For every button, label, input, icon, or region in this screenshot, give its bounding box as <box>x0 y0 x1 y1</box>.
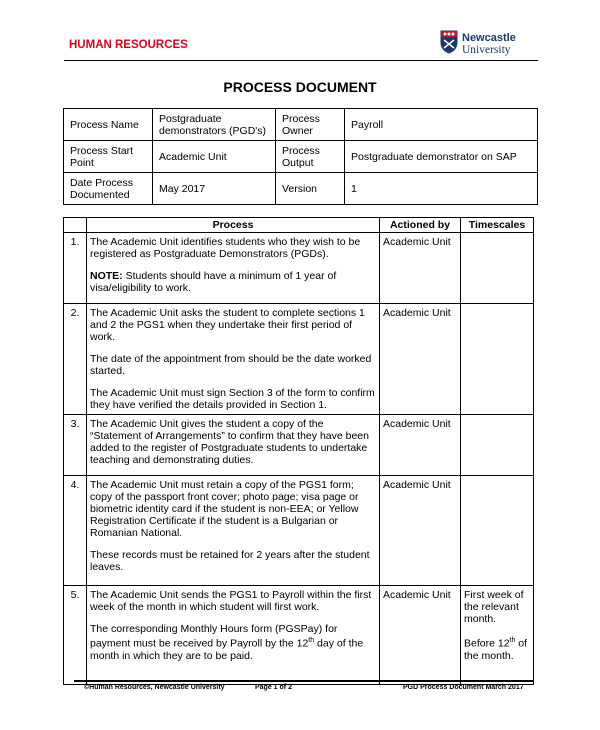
step-timescales <box>461 586 534 685</box>
step-text: The Academic Unit gives the student a copy of the “Statement of Arrangements” to confirm that they have been added to the register of Postgraduate students to undertake teaching and demonstrating duties. <box>90 418 369 466</box>
step-text-part: The corresponding Monthly Hours form (PGSPay) for payment must be received by Payroll by the 12 <box>90 623 338 650</box>
process-name-value: Postgraduate demonstrators (PGD's) <box>153 109 276 141</box>
table-row <box>64 586 534 685</box>
step-description <box>87 586 380 685</box>
step-timescales <box>461 304 534 415</box>
process-output-label: Process Output <box>276 141 345 173</box>
footer-rule <box>74 680 534 682</box>
process-output-value: Postgraduate demonstrator on SAP <box>345 141 538 173</box>
process-owner-label: Process Owner <box>276 109 345 141</box>
step-number: 5. <box>64 586 87 685</box>
table-row <box>64 476 534 586</box>
step-number: 2. <box>64 304 87 415</box>
note-label: NOTE: <box>90 270 123 282</box>
version-label: Version <box>276 173 345 205</box>
start-point-label: Process Start Point <box>64 141 153 173</box>
header-rule <box>64 60 538 61</box>
crest-icon <box>440 30 458 54</box>
date-documented-value: May 2017 <box>153 173 276 205</box>
start-point-value: Academic Unit <box>153 141 276 173</box>
step-description <box>87 415 380 476</box>
step-description <box>87 304 380 415</box>
step-timescales <box>461 476 534 586</box>
ordinal-suffix: th <box>308 637 315 644</box>
step-number: 3. <box>64 415 87 476</box>
timescale-text-part: of the month. <box>464 637 528 662</box>
table-row <box>64 141 538 173</box>
step-text-part: day of the month in which they are to be paid. <box>90 637 364 662</box>
timescale-text: First week of the relevant month. <box>464 589 524 625</box>
step-note <box>90 270 376 294</box>
step-actioned-by: Academic Unit <box>380 304 461 415</box>
step-description <box>87 476 380 586</box>
step-text: The Academic Unit asks the student to complete sections 1 and 2 the PGS1 when they undertake their first period of work. <box>90 307 365 343</box>
table-row <box>64 304 534 415</box>
footer-document-name: PGD Process Document March 2017 <box>403 684 524 691</box>
process-owner-value: Payroll <box>345 109 538 141</box>
step-actioned-by: Academic Unit <box>380 476 461 586</box>
table-row <box>64 109 538 141</box>
logo-text-line1: Newcastle <box>462 32 516 44</box>
step-number: 4. <box>64 476 87 586</box>
step-number: 1. <box>64 233 87 304</box>
step-text: These records must be retained for 2 years after the student leaves. <box>90 549 370 573</box>
process-column-header: Process <box>87 218 380 233</box>
table-row <box>64 415 534 476</box>
step-text: The Academic Unit must sign Section 3 of the form to confirm they have verified the details provided in Section 1. <box>90 387 375 411</box>
table-header-row <box>64 218 534 233</box>
process-steps-table <box>63 217 534 685</box>
date-documented-label: Date Process Documented <box>64 173 153 205</box>
table-row <box>64 233 534 304</box>
step-text: The Academic Unit identifies students who they wish to be registered as Postgraduate Demonstrators (PGDs). <box>90 236 361 260</box>
step-timescales <box>461 415 534 476</box>
step-actioned-by: Academic Unit <box>380 586 461 685</box>
version-value: 1 <box>345 173 538 205</box>
note-text: Students should have a minimum of 1 year of visa/eligibility to work. <box>90 270 337 294</box>
step-description <box>87 233 380 304</box>
step-text: The Academic Unit sends the PGS1 to Payroll within the first week of the month in which student will first work. <box>90 589 372 613</box>
table-row <box>64 173 538 205</box>
document-title: PROCESS DOCUMENT <box>223 79 377 95</box>
process-info-table <box>63 108 538 205</box>
footer-copyright: ©Human Resources, Newcastle University <box>84 684 225 691</box>
logo-text-line2: University <box>462 44 511 56</box>
step-timescales <box>461 233 534 304</box>
step-actioned-by: Academic Unit <box>380 233 461 304</box>
department-label: HUMAN RESOURCES <box>69 39 188 51</box>
step-actioned-by: Academic Unit <box>380 415 461 476</box>
process-name-label: Process Name <box>64 109 153 141</box>
number-column-header <box>64 218 87 233</box>
timescale-text <box>464 635 530 662</box>
ordinal-suffix: th <box>509 637 516 644</box>
step-text <box>90 623 376 662</box>
timescales-column-header: Timescales <box>461 218 534 233</box>
footer-page-number: Page 1 of 2 <box>255 684 292 691</box>
step-text: The Academic Unit must retain a copy of the PGS1 form; copy of the passport front cover; photo page; visa page or biometric identity card if the student is non-EEA; or Yellow Registration Certificate if the student is a Bulgarian or Romanian National. <box>90 479 359 539</box>
university-logo <box>440 30 540 60</box>
actioned-by-column-header: Actioned by <box>380 218 461 233</box>
timescale-text-part: Before 12 <box>464 637 510 650</box>
step-text: The date of the appointment from should be the date worked started. <box>90 353 372 377</box>
